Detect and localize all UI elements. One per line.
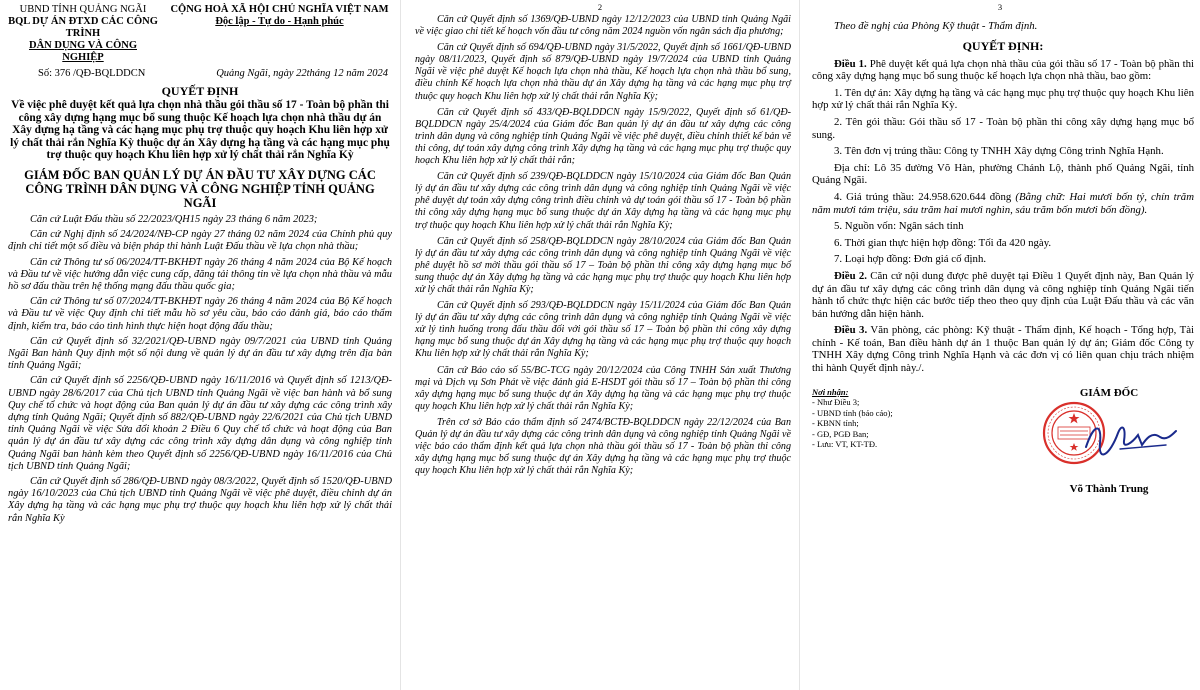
recipients [812, 387, 982, 507]
legal-basis-paragraph: Căn cứ Thông tư số 06/2024/TT-BKHĐT ngày 26 tháng 4 năm 2024 của Bộ Kế hoạch và Đầu tư về việc hướng dẫn việc cung cấp, đăng tải thông tin về lựa chọn nhà thầu và mẫu hồ sơ đấu thầu trên hệ thống mạng đấu thầu quốc gia; [8, 256, 392, 292]
recipient-item: - UBND tỉnh (báo cáo); [812, 407, 893, 418]
page-number: 2 [597, 2, 603, 12]
document-header [8, 4, 392, 64]
recipient-item: - GĐ, PGĐ Ban; [812, 428, 869, 439]
decision-heading: QUYẾT ĐỊNH: [962, 38, 1044, 53]
document-number: Số: 376 /QĐ-BQLDDCN [38, 68, 146, 79]
legal-basis-paragraph: Căn cứ Quyết định số 1369/QĐ-UBND ngày 12/12/2023 của UBND tỉnh Quảng Ngãi về việc giao chi tiết kế hoạch vốn đầu tư công năm 2024 nguồn vốn ngân sách địa phương; [415, 14, 791, 38]
decision-item: 7. Loại hợp đồng: Đơn giá cố định. [834, 253, 987, 266]
legal-basis-paragraph: Căn cứ Nghị định số 24/2024/NĐ-CP ngày 27 tháng 02 năm 2024 của Chính phủ quy định chi tiết một số điều và biện pháp thi hành Luật Đấu thầu về lựa chọn nhà thầu; [8, 229, 392, 253]
legal-basis-paragraph: Căn cứ Quyết định số 694/QĐ-UBND ngày 31/5/2022, Quyết định số 1661/QĐ-UBND ngày 08/11/2023, Quyết định số 879/QĐ-UBND ngày 19/7/2024 của UBND tỉnh Quảng Ngãi về việc phê duyệt Kế hoạch lựa chọn nhà thầu, Kế hoạch lựa chọn nhà thầu bổ sung, điều chỉnh Kế hoạch lựa chọn nhà thầu dự án Xây dựng hạ tầng và các hạng mục phụ trợ thuộc quy hoạch Khu liên hợp xử lý chất thải rắn Nghĩa Kỳ; [415, 42, 791, 102]
price-label: 4. Giá trúng thầu: 24.958.620.644 đồng [834, 190, 1012, 203]
agency-top: UBND TỈNH QUẢNG NGÃI [19, 4, 147, 15]
legal-basis-paragraph: Căn cứ Quyết định số 286/QĐ-UBND ngày 08/3/2022, Quyết định số 1520/QĐ-UBND ngày 16/10/2023 của Chủ tịch UBND tỉnh Quảng Ngãi về việc phê duyệt, điều chỉnh dự án Xây dựng hạ tầng và các hạng mục phụ trợ thuộc quy hoạch khu liên hợp xử lý chất thải rắn Nghĩa Kỳ [8, 476, 392, 524]
recipient-item: - Như Điều 3; [812, 397, 860, 408]
agency-line-1: BQL DỰ ÁN ĐTXD CÁC CÔNG TRÌNH [8, 16, 158, 39]
article-3-text: Văn phòng, các phòng: Kỹ thuật - Thẩm định, Kế hoạch - Tổng hợp, Tài chính - Kế toán, Ban điều hành dự án 1 thuộc Ban quản lý dự án; Giám đốc Công ty TNHH Xây dựng Công trình Nghĩa Hạnh và các đơn vị có liên quan chịu trách nhiệm thi hành Quyết định này./. [812, 324, 1194, 375]
document-page-3 [800, 0, 1200, 690]
legal-basis-paragraph: Căn cứ Quyết định số 258/QĐ-BQLDDCN ngày 28/10/2024 của Giám đốc Ban Quản lý dự án đầu tư xây dựng các công trình dân dụng và công nghiệp tỉnh Quảng Ngãi về việc phê duyệt hồ sơ mời thầu gói thầu số 17 – Toàn bộ phần thi công xây dựng hạng mục bổ sung thuộc dự án Xây dựng hạ tầng và các hạng mục phụ trợ thuộc quy hoạch Khu liên hợp xử lý chất thải rắn Nghĩa Kỳ; [415, 235, 791, 295]
decision-item: 1. Tên dự án: Xây dựng hạ tầng và các hạng mục phụ trợ thuộc quy hoạch Khu liên hợp xử lý chất thải rắn Nghĩa Kỳ. [812, 86, 1194, 112]
legal-basis-paragraph: Trên cơ sở Báo cáo thẩm định số 2474/BCTĐ-BQLDDCN ngày 22/12/2024 của Ban Quản lý dự án đầu tư xây dựng các công trình dân dụng và công nghiệp tỉnh Quảng Ngãi về việc báo cáo thẩm định kết quả lựa chọn nhà thầu gói thầu số 17 - Toàn bộ phần thi công xây dựng hạng mục bổ sung thuộc dự án Xây dựng hạ tầng và các hạng mục phụ trợ thuộc quy hoạch Khu liên hợp xử lý chất thải rắn Nghĩa Kỳ; [415, 416, 791, 477]
article-3-label: Điều 3. [834, 324, 868, 337]
document-page-1 [0, 0, 400, 690]
article-2-text: Căn cứ nội dung được phê duyệt tại Điều 1 Quyết định này, Ban Quản lý dự án đầu tư xây dựng các công trình dân dụng và công nghiệp tỉnh Quảng Ngãi tiến hành tổ chức thực hiện các bước tiếp theo theo quy định của Luật Đấu thầu và các văn bản hướng dẫn hiện hành. [812, 269, 1194, 320]
legal-basis-paragraph: Căn cứ Báo cáo số 55/BC-TCG ngày 20/12/2024 của Công TNHH Sản xuất Thương mại và Dịch vụ Sơn Phát về việc đánh giá E-HSDT gói thầu số 17 – Toàn bộ phần thi công xây dựng hạng mục bổ sung thuộc dự án Xây dựng hạ tầng và các hạng mục phụ trợ thuộc quy hoạch Khu liên hợp xử lý chất thải rắn Nghĩa Kỳ; [415, 364, 791, 412]
recipient-item: - Lưu: VT, KT-TĐ. [812, 439, 878, 450]
issuing-authority: GIÁM ĐỐC BAN QUẢN LÝ DỰ ÁN ĐẦU TƯ XÂY DỰNG CÁC CÔNG TRÌNH DÂN DỤNG VÀ CÔNG NGHIỆP TỈNH QUẢNG NGÃI [24, 167, 376, 210]
document-title: QUYẾT ĐỊNH [161, 84, 239, 98]
nation-name: CỘNG HOÀ XÃ HỘI CHỦ NGHĨA VIỆT NAM [170, 4, 389, 15]
article-1-label: Điều 1. [834, 57, 867, 70]
legal-basis-paragraph: Căn cứ Quyết định số 433/QĐ-BQLDDCN ngày 15/9/2022, Quyết định số 61/QĐ-BQLDDCN ngày 25/4/2024 của Giám đốc Ban quản lý dự án đầu tư xây dựng các công trình dân dụng và công nghiệp tỉnh Quảng Ngãi về việc phê duyệt, điều chỉnh thiết kế bản vẽ thi công, dự toán xây dựng công trình Xây dựng hạ tầng và các hạng mục phụ trợ thuộc quy hoạch Khu liên hợp xử lý chất thải rắn; [415, 106, 791, 167]
price-in-words: (Bằng chữ: Hai mươi bốn tỷ, chín trăm năm mươi tám triệu, sáu trăm hai mươi nghìn, sáu trăm bốn mươi bốn đồng). [812, 190, 1195, 216]
price-item [812, 191, 1194, 216]
article-2 [812, 270, 1194, 320]
article-1 [812, 58, 1194, 83]
legal-basis-paragraph: Căn cứ Quyết định số 32/2021/QĐ-UBND ngày 09/7/2021 của UBND tỉnh Quảng Ngãi Ban hành Quy định một số nội dung về quản lý dự án đầu tư xây dựng trên địa bàn tỉnh Quảng Ngãi; [8, 335, 392, 372]
issuing-agency [8, 4, 158, 64]
national-motto: Độc lập - Tự do - Hạnh phúc [215, 16, 344, 27]
handwritten-signature-icon [1080, 413, 1180, 463]
document-page-2 [400, 0, 800, 690]
legal-basis-paragraph: Căn cứ Luật Đấu thầu số 22/2023/QH15 ngày 23 tháng 6 năm 2023; [30, 213, 318, 225]
article-1-text: Phê duyệt kết quả lựa chọn nhà thầu của gói thầu số 17 - Toàn bộ phần thi công xây dựng hạng mục bổ sung thuộc kế hoạch lựa chọn nhà thầu, bao gồm: [812, 57, 1195, 83]
page-number: 3 [997, 2, 1003, 12]
signature-area [812, 387, 1194, 507]
legal-basis-paragraph: Căn cứ Quyết định số 2256/QĐ-UBND ngày 16/11/2016 và Quyết định số 1213/QĐ-UBND ngày 28/6/2017 của Chủ tịch UBND tỉnh Quảng Ngãi về việc ban hành và bổ sung Quy chế tổ chức và hoạt động của Ban quản lý dự án đầu tư xây dựng các công trình xây dựng tỉnh Quảng Ngãi; Quyết định số 882/QĐ-UBND ngày 22/6/2021 của Chủ tịch UBND tỉnh Quảng Ngãi về việc Sửa đổi khoản 2 Điều 6 Quy chế tổ chức và hoạt động của Ban quản lý dự án đầu tư xây dựng các công trình xây dựng dân dụng và công nghiệp tỉnh Quảng Ngãi ban hành kèm theo Quyết định số 2256/QĐ-UBND ngày 16/11/2016 của Chủ tịch UBND tỉnh Quảng Ngãi; [8, 375, 392, 472]
legal-basis-paragraph: Căn cứ Quyết định số 239/QĐ-BQLDDCN ngày 15/10/2024 của Giám đốc Ban Quản lý dự án đầu tư xây dựng các công trình dân dụng và công nghiệp tỉnh Quảng Ngãi về việc phê duyệt dự toán xây dựng công trình điều chỉnh và dự toán gói thầu số 17 - Toàn bộ phần thi công xây dựng hạng mục bổ sung thuộc dự án Xây dựng hạ tầng và các hạng mục phụ trợ thuộc quy hoạch Khu liên hợp xử lý chất thải rắn Nghĩa Kỳ; [415, 171, 791, 231]
signature-block [1024, 387, 1194, 507]
legal-bases [8, 214, 392, 525]
agency-line-2: DÂN DỤNG VÀ CÔNG NGHIỆP [28, 40, 137, 63]
decision-item: 2. Tên gói thầu: Gói thầu số 17 - Toàn bộ phần thi công xây dựng hạng mục bổ sung. [812, 115, 1194, 141]
signer-role: GIÁM ĐỐC [1079, 386, 1139, 399]
legal-basis-paragraph: Căn cứ Thông tư số 07/2024/TT-BKHĐT ngày 26 tháng 4 năm 2024 của Bộ Kế hoạch và Đầu tư về việc Quy định chi tiết mẫu hồ sơ yêu cầu, báo cáo đánh giá, báo cáo thẩm định, kiểm tra, báo cáo tình hình thực hiện hoạt động đấu thầu; [8, 296, 392, 332]
decision-item: 5. Nguồn vốn: Ngân sách tỉnh [834, 220, 964, 233]
number-date-line [8, 68, 392, 79]
recipient-item: - KBNN tỉnh; [812, 418, 859, 429]
recipients-title: Nơi nhận: [812, 386, 849, 397]
document-subject: Về việc phê duyệt kết quả lựa chọn nhà thầu gói thầu số 17 - Toàn bộ phần thi công xây dựng hạng mục bổ sung thuộc Kế hoạch lựa chọn nhà thầu dự án Xây dựng hạ tầng và các hạng mục phụ trợ thuộc quy hoạch Khu liên hợp xử lý chất thải rắn Nghĩa Kỳ thuộc dự án Xây dựng hạ tầng và các hạng mục phụ trợ thuộc quy hoạch Khu liên hợp xử lý chất thải rắn Nghĩa Kỳ [10, 99, 390, 162]
decision-item: Địa chỉ: Lô 35 đường Võ Hàn, phường Chánh Lộ, thành phố Quảng Ngãi, tỉnh Quảng Ngãi. [812, 161, 1194, 187]
decision-item: 3. Tên đơn vị trúng thầu: Công ty TNHH Xây dựng Công trình Nghĩa Hạnh. [834, 145, 1164, 158]
article-3 [812, 324, 1194, 374]
proposal-line: Theo đề nghị của Phòng Kỹ thuật - Thẩm định. [834, 20, 1038, 32]
decision-item: 6. Thời gian thực hiện hợp đồng: Tối đa 420 ngày. [834, 236, 1052, 249]
legal-basis-paragraph: Căn cứ Quyết định số 293/QĐ-BQLDDCN ngày 15/11/2024 của Giám đốc Ban Quản lý dự án đầu tư xây dựng các công trình dân dụng và công nghiệp tỉnh Quảng Ngãi về việc xử lý tình huống trong đấu thầu đối với gói thầu số 17 – Toàn bộ phần thi công xây dựng hạng mục bổ sung thuộc dự án Xây dựng hạ tầng và các hạng mục phụ trợ thuộc quy hoạch Khu liên hợp xử lý chất thải rắn Nghĩa Kỳ; [415, 300, 791, 360]
national-heading [167, 4, 392, 64]
signer-name: Võ Thành Trung [1069, 482, 1149, 495]
article-2-label: Điều 2. [834, 269, 867, 282]
document-date: Quảng Ngãi, ngày 22tháng 12 năm 2024 [216, 68, 388, 79]
